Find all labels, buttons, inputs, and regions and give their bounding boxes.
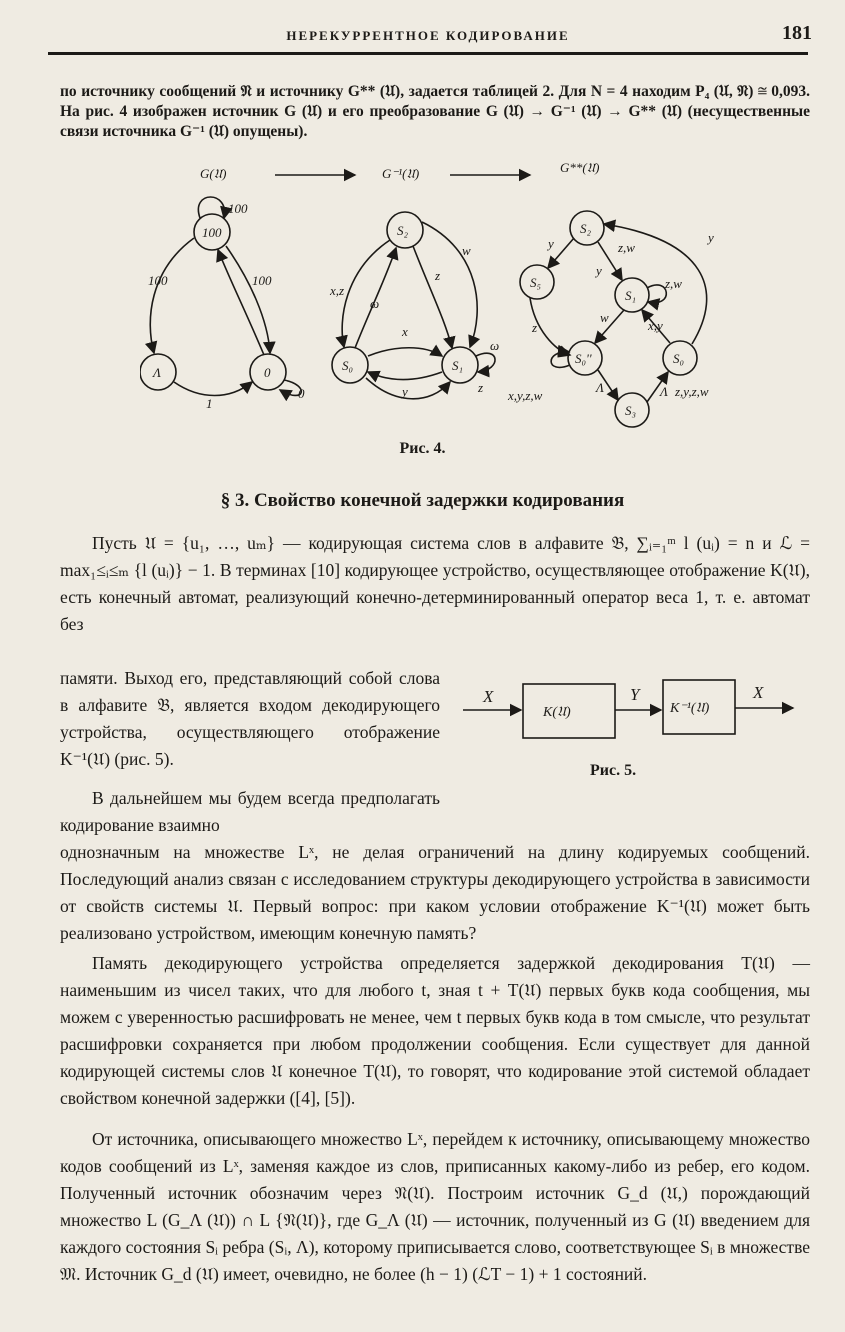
fig5-input-label: X	[483, 687, 494, 706]
fig5-mid-label: Y	[630, 685, 640, 704]
ginv-edge-label: z	[478, 380, 484, 395]
g-edge-label: 100	[148, 273, 168, 288]
figure-4-caption: Рис. 4.	[399, 440, 446, 457]
ginv-edge-label: z	[435, 268, 441, 283]
stage-label-gss: G**(𝔘)	[560, 160, 600, 175]
ginv-edge-label: x,z	[330, 283, 345, 298]
gss-node-label: S₁	[625, 288, 637, 303]
ginv-edge-label: y	[402, 384, 408, 399]
g-edge-label: 1	[206, 396, 213, 411]
ginv-node-label: S₁	[452, 358, 464, 373]
gss-edge-label: z,w	[618, 240, 635, 255]
paragraph-4: От источника, описывающего множество Lˣ, перейдем к источнику, описывающему множество кодов сообщений из Lˣ, заменяя каждое из слов, приписанных какому-либо из ребер, его кодом. Полученный источник обозначим через 𝔑(𝔘). Построим источник G_d (𝔘,) порождающий множество L (G_Λ (𝔘)) ∩ L {𝔑(𝔘)}, где G_Λ (𝔘) — источник, полученный из G (𝔘) введением для каждого состояния Sᵢ ребра (Sᵢ, Λ), которому приписывается слово, соответствующее Sᵢ в множестве 𝔐. Источник G_d (𝔘) имеет, очевидно, не более (h − 1) (ℒT − 1) + 1 состояний.	[60, 1129, 810, 1284]
paragraph-3: Память декодирующего устройства определяется задержкой декодирования T(𝔘) — наименьшим из чисел таких, что для любого t, зная t + T(𝔘) первых букв кода сообщения, мы можем с уверенностью расшифровать не менее, чем t первых букв кода в том смысле, что результат расшифровки сохраняется при любом продолжении сообщения. Если существует для данной кодирующей системы слов 𝔘 конечное T(𝔘), то говорят, что кодирование этой системой обладает свойством конечной задержки ([4], [5]).	[60, 953, 810, 1108]
ginv-edge-label: ω	[490, 338, 500, 353]
gss-edge-label: y	[596, 263, 602, 278]
running-title: НЕРЕКУРРЕНТНОЕ КОДИРОВАНИЕ	[286, 28, 570, 43]
gss-node-label: S₀''	[575, 351, 592, 366]
gss-edge-label: Λ	[660, 384, 668, 399]
gss-edge-label: y	[548, 236, 554, 251]
gss-node-label: S₃	[625, 403, 637, 418]
figure-5-caption: Рис. 5.	[590, 762, 637, 779]
ginv-edge-label: w	[462, 243, 471, 258]
gss-edge-label: w	[600, 310, 609, 325]
gss-edge-label: x,y	[648, 318, 663, 333]
fig5-decoder-box-label: K⁻¹(𝔘)	[670, 701, 710, 716]
paragraph-2-continuation: однозначным на множестве Lˣ, не делая ограничений на длину кодируемых сообщений. Последующий анализ связан с исследованием структуры декодирующего устройства в зависимости от свойств системы 𝔘. Первый вопрос: при каком условии отображение K⁻¹(𝔘) может быть реализовано устройством, имеющим конечную память?	[60, 842, 810, 943]
fig5-encoder-box-label: K(𝔘)	[543, 705, 571, 720]
g-edge-label: 100	[228, 201, 248, 216]
page-number: 181	[782, 22, 812, 44]
ginv-node-label: S₀	[342, 358, 354, 373]
gss-edge-label: y	[708, 230, 714, 245]
paragraph-1-continuation: памяти. Выход его, представляющий собой слова в алфавите 𝔅, является входом декодирующего устройства, осуществляющего отображение K⁻¹(𝔘) (рис. 5).	[60, 668, 440, 769]
g-edge-label: 100	[252, 273, 272, 288]
running-head	[48, 22, 812, 50]
intro-paragraph: по источнику сообщений 𝔑 и источнику G** (𝔘), задается таблицей 2. Для N = 4 находим P₄ (𝔘, 𝔑) ≅ 0,093. На рис. 4 изображен источник G (𝔘) и его преобразование G (𝔘) → G⁻¹ (𝔘) → G** (𝔘) (несущественные связи источника G⁻¹ (𝔘) опущены).	[60, 83, 810, 140]
gss-edge-label: z,w	[665, 276, 682, 291]
ginv-edge-label: x	[402, 324, 408, 339]
g-node-label: 0	[264, 365, 271, 380]
header-rule	[48, 52, 808, 55]
gss-node-label: S₂	[580, 221, 592, 236]
ginv-node-label: S₂	[397, 223, 409, 238]
gss-node-label: S₅	[530, 275, 542, 290]
paragraph-2-start: В дальнейшем мы будем всегда предполагать кодирование взаимно	[60, 788, 440, 835]
figure-4-diagram	[140, 160, 760, 430]
fig5-output-label: X	[753, 683, 764, 702]
figure-5-diagram	[458, 672, 798, 762]
paragraph-1: Пусть 𝔘 = {u₁, …, uₘ} — кодирующая система слов в алфавите 𝔅, ∑ᵢ₌₁ᵐ l (uᵢ) = n и ℒ = max₁≤ᵢ≤ₘ {l (uᵢ)} − 1. В терминах [10] кодирующее устройство, осуществляющее отображение K(𝔘), есть конечный автомат, реализующий конечно-детерминированный оператор веса 1, т. е. автомат без	[60, 533, 810, 634]
g-node-label: Λ	[153, 365, 161, 380]
gss-edge-label: Λ	[596, 380, 604, 395]
g-node-label: 100	[202, 225, 222, 240]
stage-label-ginv: G⁻¹(𝔘)	[382, 166, 420, 181]
stage-label-g: G(𝔘)	[200, 166, 227, 181]
gss-edge-label: z,y,z,w	[675, 384, 709, 399]
g-edge-label: 0	[298, 386, 305, 401]
gss-node-label: S₀	[673, 351, 685, 366]
ginv-edge-label: ω	[370, 296, 380, 311]
section-heading: § 3. Свойство конечной задержки кодирования	[220, 490, 625, 511]
gss-edge-label: z	[532, 320, 538, 335]
gss-edge-label: x,y,z,w	[508, 388, 543, 403]
